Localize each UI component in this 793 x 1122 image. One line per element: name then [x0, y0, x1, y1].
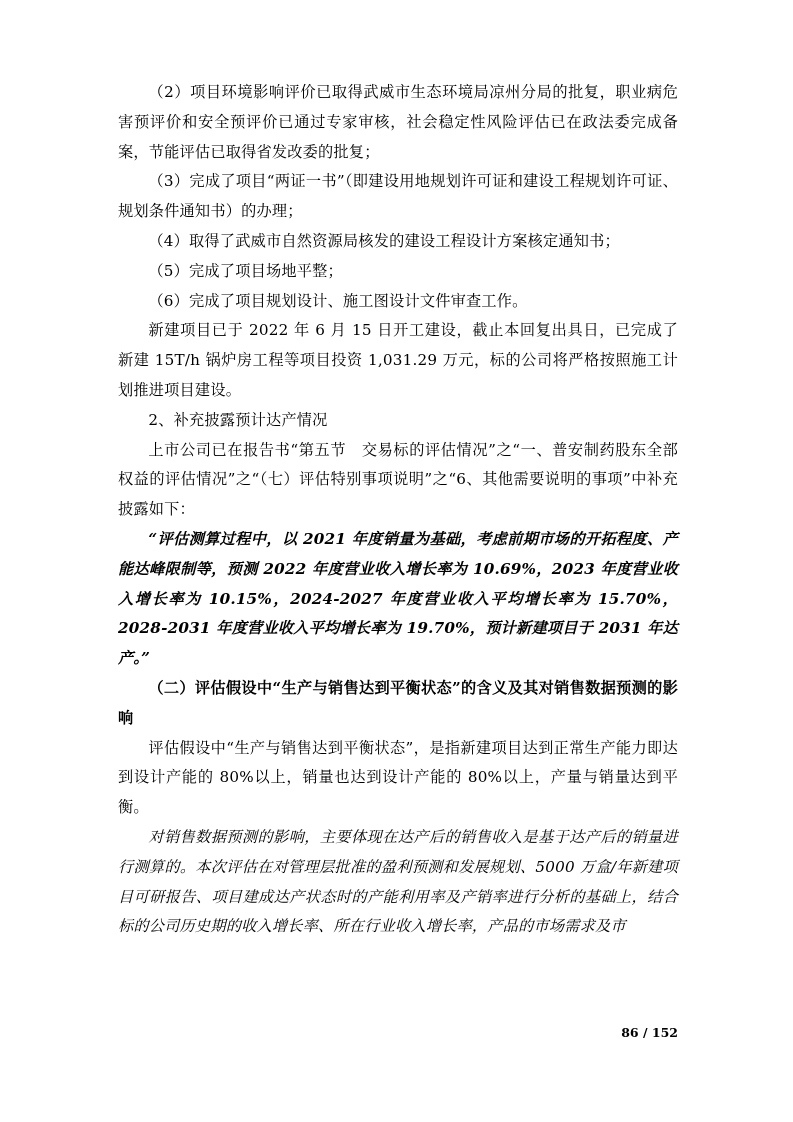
paragraph-8: 上市公司已在报告书“第五节 交易标的评估情况”之“一、普安制药股东全部权益的评估情况”之“（七）评估特别事项说明”之“6、其他需要说明的事项”中补充披露如下：: [118, 440, 678, 519]
paragraph-1: （2）项目环境影响评价已取得武威市生态环境局凉州分局的批复，职业病危害预评价和安全预评价已通过专家审核，社会稳定性风险评估已在政法委完成备案，节能评估已取得省发改委的批复；: [118, 83, 678, 161]
page-number: 86 / 152: [621, 1025, 678, 1040]
paragraph-12: 对销售数据预测的影响，主要体现在达产后的销售收入是基于达产后的销量进行测算的。本次评估在对管理层批准的盈利预测和发展规划、5000 万盒/年新建项目可研报告、项目建成达产状态时的产能利用率及产销率进行分析的基础上，结合标的公司历史期的收入增长率、所在行业收入增长率，产品的市场需求及市: [118, 827, 678, 936]
section-heading-supplementary-disclosure: 2、补充披露预计达产情况: [148, 410, 328, 429]
paragraph-11: 评估假设中“生产与销售达到平衡状态”，是指新建项目达到正常生产能力即达到设计产能的 80%以上，销量也达到设计产能的 80%以上，产量与销量达到平衡。: [118, 738, 678, 817]
paragraph-2: （3）完成了项目“两证一书”（即建设用地规划许可证和建设工程规划许可证、规划条件通知书）的办理；: [118, 172, 678, 221]
paragraph-4: （5）完成了项目场地平整；: [148, 261, 343, 280]
paragraph-6: 新建项目已于 2022 年 6 月 15 日开工建设，截止本回复出具日，已完成了新建 15T/h 锅炉房工程等项目投资 1,031.29 万元，标的公司将严格按照施工计划推进项目建设。: [118, 321, 678, 399]
quoted-disclosure-block: “评估测算过程中，以 2021 年度销量为基础，考虑前期市场的开拓程度、产能达峰限制等，预测 2022 年度营业收入增长率为 10.69%，2023 年度营业收入增长率为 10.15%，2024-2027 年度营业收入平均增长率为 15.70%，2028-2031 年度营业收入平均增长率为 19.70%，预计新建项目于 2031 年达产。”: [118, 529, 678, 668]
page-body: [118, 78, 678, 942]
paragraph-3: （4）取得了武威市自然资源局核发的建设工程设计方案核定通知书；: [148, 231, 620, 250]
section-heading-balance-state: （二）评估假设中“生产与销售达到平衡状态”的含义及其对销售数据预测的影响: [118, 678, 678, 727]
paragraph-5: （6）完成了项目规划设计、施工图设计文件审查工作。: [148, 291, 528, 310]
